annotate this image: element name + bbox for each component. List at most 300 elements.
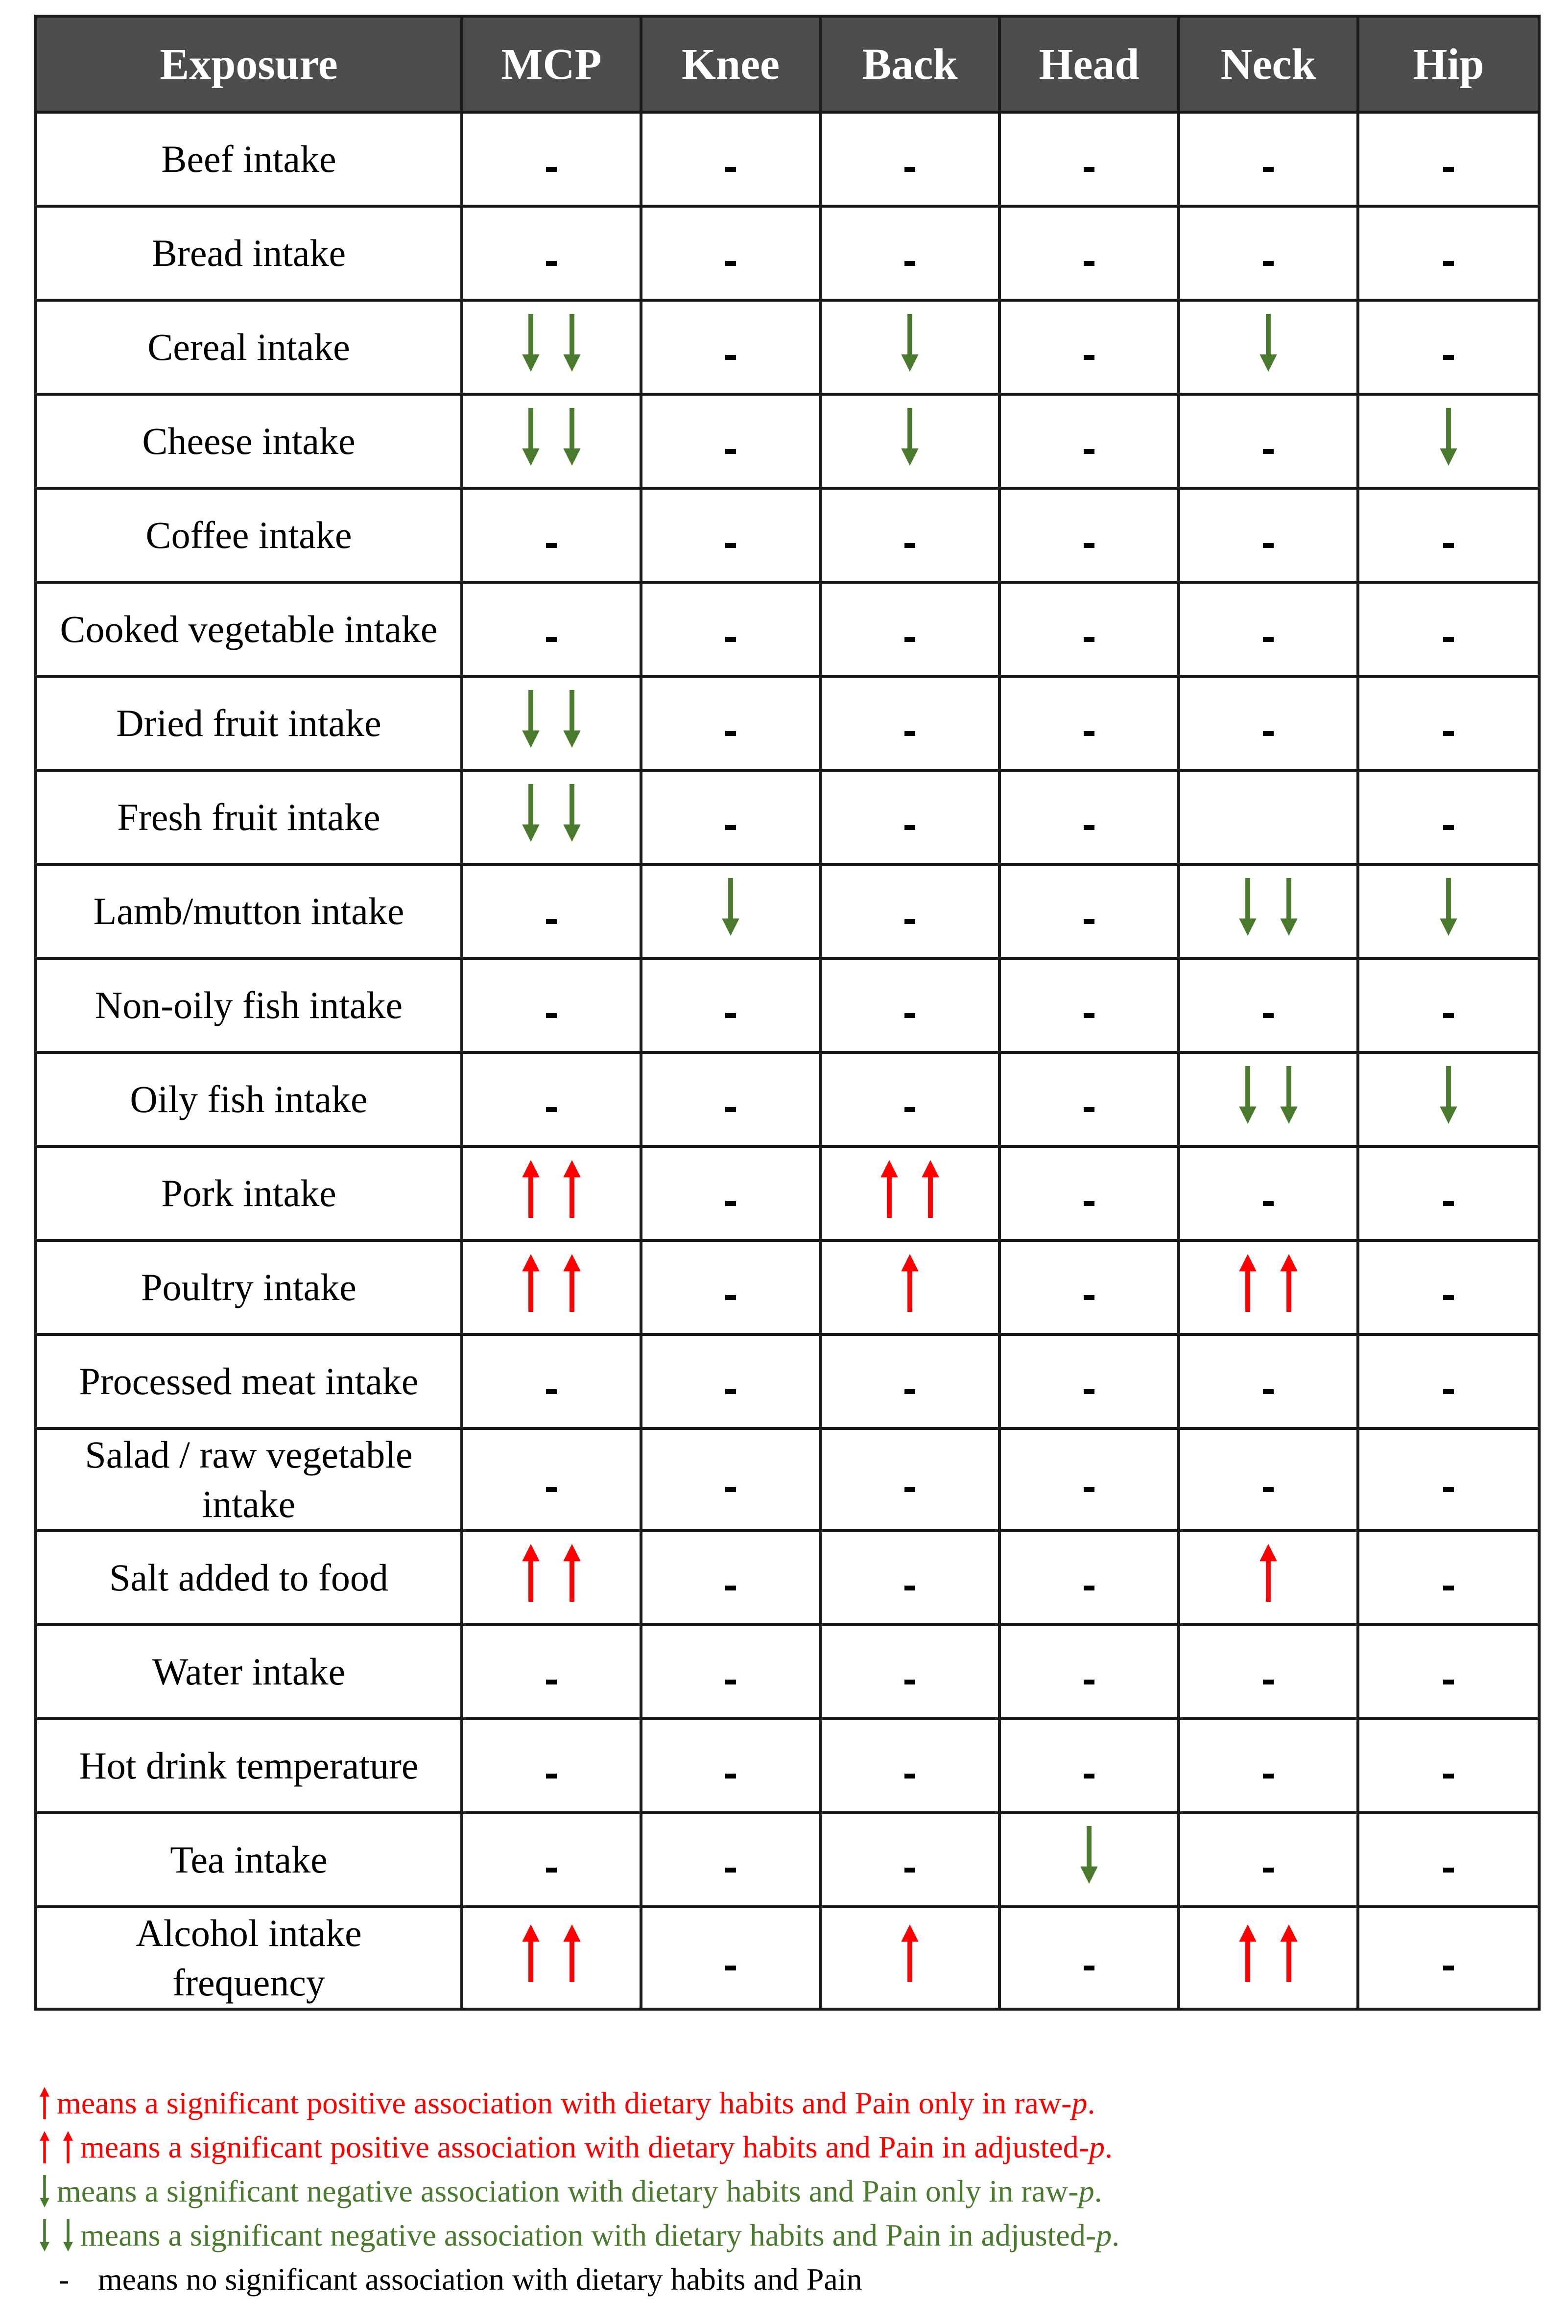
association-cell — [999, 1625, 1179, 1719]
no-association-dash-icon — [725, 1774, 736, 1779]
arrow-up-icon — [1238, 1254, 1258, 1312]
table-row — [36, 1813, 1539, 1907]
association-cell — [1358, 582, 1539, 676]
exposure-label: Cereal intake — [36, 300, 462, 394]
association-cell — [999, 394, 1179, 488]
exposure-label: Salad / raw vegetable intake — [36, 1428, 462, 1531]
no-association-dash-icon — [904, 825, 915, 830]
association-cell — [1358, 1146, 1539, 1240]
association-cell — [641, 1531, 820, 1625]
arrow-down-icon — [1279, 878, 1299, 936]
association-cell — [820, 206, 999, 300]
association-cell — [462, 676, 641, 770]
association-table — [34, 15, 1541, 2011]
association-cell — [820, 394, 999, 488]
no-association-dash-icon — [1263, 449, 1274, 454]
association-cell — [462, 864, 641, 958]
no-association-dash-icon — [546, 543, 557, 548]
column-header-neck: Neck — [1179, 16, 1358, 112]
association-cell — [1358, 1719, 1539, 1813]
association-cell — [999, 1719, 1179, 1813]
exposure-label: Coffee intake — [36, 488, 462, 582]
association-cell — [999, 770, 1179, 864]
arrow-down-icon — [900, 314, 920, 372]
association-cell — [1179, 1813, 1358, 1907]
legend-item — [39, 2213, 1119, 2257]
table-body — [36, 112, 1539, 2009]
association-cell — [820, 770, 999, 864]
arrow-down-icon — [63, 2219, 73, 2252]
no-association-dash-icon — [1443, 261, 1454, 266]
association-cell — [820, 582, 999, 676]
no-association-dash-icon — [725, 731, 736, 736]
no-association-dash-icon — [1084, 1107, 1094, 1112]
no-association-dash-icon — [1443, 1013, 1454, 1018]
association-cell — [1179, 582, 1358, 676]
legend-item — [39, 2081, 1119, 2125]
arrow-up-icon — [1259, 1544, 1278, 1602]
no-association-dash-icon — [546, 1868, 557, 1873]
no-association-dash-icon — [1443, 167, 1454, 172]
exposure-label: Water intake — [36, 1625, 462, 1719]
exposure-label: Fresh fruit intake — [36, 770, 462, 864]
exposure-label: Beef intake — [36, 112, 462, 206]
association-cell — [641, 206, 820, 300]
association-cell — [641, 582, 820, 676]
no-association-dash-icon — [725, 1586, 736, 1590]
arrow-down-icon — [900, 408, 920, 466]
exposure-label: Dried fruit intake — [36, 676, 462, 770]
exposure-label: Lamb/mutton intake — [36, 864, 462, 958]
no-association-dash-icon — [1263, 637, 1274, 642]
no-association-dash-icon — [1084, 919, 1094, 924]
association-cell — [462, 1052, 641, 1146]
arrow-down-icon — [562, 784, 582, 842]
table-row — [36, 864, 1539, 958]
association-cell — [999, 488, 1179, 582]
arrow-up-icon — [521, 1254, 541, 1312]
no-association-dash-icon — [1263, 1013, 1274, 1018]
association-cell — [820, 1625, 999, 1719]
legend-item — [39, 2125, 1119, 2169]
arrow-down-icon — [39, 2175, 50, 2207]
no-association-dash-icon — [1263, 261, 1274, 266]
exposure-label: Processed meat intake — [36, 1334, 462, 1428]
association-cell — [999, 864, 1179, 958]
exposure-label: Bread intake — [36, 206, 462, 300]
no-association-dash-icon — [546, 637, 557, 642]
exposure-label: Poultry intake — [36, 1240, 462, 1334]
no-association-dash-icon — [725, 167, 736, 172]
association-cell — [1179, 394, 1358, 488]
association-cell — [1179, 206, 1358, 300]
table-row — [36, 1719, 1539, 1813]
association-cell — [462, 1625, 641, 1719]
arrow-down-icon — [521, 314, 541, 372]
arrow-up-icon — [521, 1160, 541, 1218]
no-association-dash-icon — [1443, 1966, 1454, 1970]
exposure-label: Alcohol intake frequency — [36, 1907, 462, 2009]
association-cell — [820, 958, 999, 1052]
no-association-dash-icon — [1084, 449, 1094, 454]
association-cell — [462, 206, 641, 300]
association-cell — [1358, 1052, 1539, 1146]
arrow-down-icon — [1439, 408, 1458, 466]
no-association-dash-icon — [904, 1487, 915, 1492]
no-association-dash-icon — [904, 919, 915, 924]
no-association-dash-icon — [546, 261, 557, 266]
no-association-dash-icon — [1084, 543, 1094, 548]
association-cell — [462, 300, 641, 394]
table-row — [36, 1146, 1539, 1240]
association-cell — [641, 1907, 820, 2009]
no-association-dash-icon — [1443, 637, 1454, 642]
table-row — [36, 582, 1539, 676]
no-association-dash-icon — [725, 1295, 736, 1300]
association-cell — [820, 1719, 999, 1813]
association-cell — [462, 488, 641, 582]
association-cell — [999, 112, 1179, 206]
column-header-knee: Knee — [641, 16, 820, 112]
no-association-dash-icon — [1443, 1295, 1454, 1300]
association-cell — [1179, 1334, 1358, 1428]
no-association-dash-icon — [1443, 1680, 1454, 1684]
table-row — [36, 112, 1539, 206]
association-cell — [820, 1052, 999, 1146]
legend-text: means a significant negative association with dietary habits and Pain only in raw- — [57, 2174, 1079, 2208]
no-association-dash-icon — [904, 167, 915, 172]
no-association-dash-icon — [725, 1389, 736, 1394]
association-cell — [641, 1625, 820, 1719]
no-association-dash-icon — [725, 825, 736, 830]
association-cell — [999, 1907, 1179, 2009]
association-cell — [999, 1813, 1179, 1907]
exposure-label: Hot drink temperature — [36, 1719, 462, 1813]
association-cell — [820, 488, 999, 582]
no-association-dash-icon — [1443, 1201, 1454, 1206]
arrow-down-icon — [521, 784, 541, 842]
table-row — [36, 1052, 1539, 1146]
no-association-dash-icon — [1263, 1680, 1274, 1684]
association-cell — [820, 864, 999, 958]
no-association-dash-icon — [1084, 167, 1094, 172]
arrow-down-icon — [1259, 314, 1278, 372]
legend-period: . — [1105, 2130, 1113, 2164]
association-cell — [1179, 1531, 1358, 1625]
no-association-dash-icon — [1443, 1487, 1454, 1492]
table-row — [36, 1907, 1539, 2009]
table-row — [36, 770, 1539, 864]
association-cell — [1179, 112, 1358, 206]
association-cell — [462, 1334, 641, 1428]
exposure-label: Oily fish intake — [36, 1052, 462, 1146]
no-association-dash-icon — [904, 1774, 915, 1779]
no-association-dash-icon — [1263, 1868, 1274, 1873]
no-association-dash-icon — [904, 637, 915, 642]
association-cell — [641, 1052, 820, 1146]
association-cell — [641, 1334, 820, 1428]
no-association-dash-icon — [1084, 1389, 1094, 1394]
arrow-down-icon — [1439, 1066, 1458, 1124]
no-association-dash-icon — [1263, 1487, 1274, 1492]
association-cell — [641, 488, 820, 582]
association-cell — [641, 1813, 820, 1907]
association-cell — [1358, 206, 1539, 300]
no-association-dash-icon — [546, 1680, 557, 1684]
table-row — [36, 206, 1539, 300]
exposure-label: Salt added to food — [36, 1531, 462, 1625]
association-cell — [641, 394, 820, 488]
association-cell — [820, 112, 999, 206]
arrow-down-icon — [521, 408, 541, 466]
association-cell — [462, 1428, 641, 1531]
no-association-dash-icon — [1084, 731, 1094, 736]
association-cell — [1358, 488, 1539, 582]
arrow-up-icon — [562, 1254, 582, 1312]
column-header-hip: Hip — [1358, 16, 1539, 112]
association-cell — [462, 1907, 641, 2009]
no-association-dash-icon — [1084, 1487, 1094, 1492]
arrow-down-icon — [1238, 878, 1258, 936]
association-cell — [999, 1428, 1179, 1531]
association-cell — [462, 1719, 641, 1813]
legend-italic-p: p — [1071, 2086, 1088, 2120]
no-association-dash-icon — [546, 1107, 557, 1112]
arrow-down-icon — [562, 408, 582, 466]
association-cell — [1179, 864, 1358, 958]
association-cell — [641, 300, 820, 394]
no-association-dash-icon — [1443, 825, 1454, 830]
association-cell — [641, 676, 820, 770]
association-cell — [820, 1907, 999, 2009]
table-row — [36, 488, 1539, 582]
association-cell — [1179, 300, 1358, 394]
association-cell — [820, 300, 999, 394]
no-association-dash-icon — [1084, 637, 1094, 642]
association-cell — [999, 1052, 1179, 1146]
exposure-label: Cheese intake — [36, 394, 462, 488]
association-cell — [462, 112, 641, 206]
no-association-dash-icon — [1263, 1201, 1274, 1206]
arrow-up-icon — [1238, 1924, 1258, 1982]
table-row — [36, 1334, 1539, 1428]
arrow-up-icon — [900, 1254, 920, 1312]
association-cell — [641, 958, 820, 1052]
association-cell — [1179, 1719, 1358, 1813]
legend-period: . — [1087, 2086, 1095, 2120]
association-cell — [641, 112, 820, 206]
association-cell — [1179, 770, 1358, 864]
legend-period: . — [1094, 2174, 1102, 2208]
association-cell — [1179, 958, 1358, 1052]
no-association-dash-icon — [1084, 825, 1094, 830]
column-header-back: Back — [820, 16, 999, 112]
association-cell — [999, 958, 1179, 1052]
arrow-up-icon — [1279, 1254, 1299, 1312]
association-cell — [462, 1813, 641, 1907]
no-association-dash-icon — [1263, 543, 1274, 548]
no-association-dash-icon — [1084, 1966, 1094, 1970]
legend-period: . — [1112, 2218, 1120, 2253]
column-header-mcp: MCP — [462, 16, 641, 112]
association-cell — [1179, 1907, 1358, 2009]
no-association-dash-icon: - — [59, 2262, 70, 2297]
arrow-up-icon — [1279, 1924, 1299, 1982]
no-association-dash-icon — [546, 1487, 557, 1492]
no-association-dash-icon — [1084, 261, 1094, 266]
association-cell — [1179, 1240, 1358, 1334]
no-association-dash-icon — [904, 1013, 915, 1018]
legend-text: means a significant positive association with dietary habits and Pain in adjusted- — [80, 2130, 1089, 2164]
no-association-dash-icon — [1443, 543, 1454, 548]
exposure-label: Tea intake — [36, 1813, 462, 1907]
no-association-dash-icon — [725, 543, 736, 548]
no-association-dash-icon — [725, 355, 736, 360]
no-association-dash-icon — [1084, 1013, 1094, 1018]
association-cell — [1358, 1813, 1539, 1907]
association-cell — [1179, 1146, 1358, 1240]
association-cell — [462, 958, 641, 1052]
arrow-up-icon — [921, 1160, 940, 1218]
table-row — [36, 300, 1539, 394]
no-association-dash-icon — [725, 261, 736, 266]
no-association-dash-icon — [546, 1774, 557, 1779]
no-association-dash-icon — [904, 1107, 915, 1112]
table-row — [36, 1240, 1539, 1334]
association-cell — [820, 1334, 999, 1428]
no-association-dash-icon — [725, 1107, 736, 1112]
no-association-dash-icon — [1443, 1774, 1454, 1779]
no-association-dash-icon — [546, 1013, 557, 1018]
no-association-dash-icon — [546, 919, 557, 924]
legend — [39, 2081, 1119, 2301]
association-cell — [999, 300, 1179, 394]
association-cell — [999, 1240, 1179, 1334]
association-cell — [641, 1240, 820, 1334]
column-header-head: Head — [999, 16, 1179, 112]
association-cell — [820, 1531, 999, 1625]
association-cell — [1179, 676, 1358, 770]
association-cell — [462, 770, 641, 864]
no-association-dash-icon — [725, 637, 736, 642]
association-table-container — [34, 15, 1538, 2011]
association-cell — [1179, 488, 1358, 582]
no-association-dash-icon — [904, 1389, 915, 1394]
no-association-dash-icon — [725, 1487, 736, 1492]
no-association-dash-icon — [725, 1868, 736, 1873]
table-row — [36, 1531, 1539, 1625]
association-cell — [999, 1146, 1179, 1240]
legend-text: means a significant positive association with dietary habits and Pain only in raw- — [57, 2086, 1072, 2120]
association-cell — [1358, 1428, 1539, 1531]
column-header-exposure: Exposure — [36, 16, 462, 112]
no-association-dash-icon — [1443, 1868, 1454, 1873]
arrow-down-icon — [521, 690, 541, 748]
table-row — [36, 394, 1539, 488]
association-cell — [1179, 1428, 1358, 1531]
arrow-down-icon — [562, 314, 582, 372]
association-cell — [1358, 864, 1539, 958]
legend-italic-p: p — [1089, 2130, 1105, 2164]
arrow-up-icon — [879, 1160, 899, 1218]
table-header-row — [36, 16, 1539, 112]
association-cell — [462, 1146, 641, 1240]
arrow-down-icon — [721, 878, 740, 936]
no-association-dash-icon — [725, 1966, 736, 1970]
arrow-up-icon — [521, 1924, 541, 1982]
arrow-down-icon — [1079, 1826, 1099, 1884]
arrow-up-icon — [39, 2087, 50, 2119]
exposure-label: Pork intake — [36, 1146, 462, 1240]
no-association-dash-icon — [904, 1868, 915, 1873]
association-cell — [1358, 1334, 1539, 1428]
association-cell — [1358, 1907, 1539, 2009]
no-association-dash-icon — [725, 1680, 736, 1684]
association-cell — [1358, 1240, 1539, 1334]
association-cell — [1358, 676, 1539, 770]
association-cell — [1358, 1625, 1539, 1719]
no-association-dash-icon — [725, 1201, 736, 1206]
arrow-down-icon — [39, 2219, 50, 2252]
no-association-dash-icon — [1084, 1680, 1094, 1684]
arrow-down-icon — [1279, 1066, 1299, 1124]
legend-item — [39, 2169, 1119, 2213]
association-cell — [1358, 112, 1539, 206]
association-cell — [641, 770, 820, 864]
association-cell — [1179, 1625, 1358, 1719]
no-association-dash-icon — [904, 731, 915, 736]
association-cell — [462, 1240, 641, 1334]
arrow-up-icon — [521, 1544, 541, 1602]
association-cell — [462, 1531, 641, 1625]
no-association-dash-icon — [1443, 1586, 1454, 1590]
no-association-dash-icon — [1084, 1295, 1094, 1300]
arrow-up-icon — [900, 1924, 920, 1982]
association-cell — [820, 676, 999, 770]
association-cell — [641, 864, 820, 958]
no-association-dash-icon — [1263, 731, 1274, 736]
no-association-dash-icon — [1263, 1774, 1274, 1779]
no-association-dash-icon — [546, 1389, 557, 1394]
arrow-down-icon — [562, 690, 582, 748]
association-cell — [1358, 394, 1539, 488]
association-cell — [820, 1813, 999, 1907]
association-cell — [1358, 770, 1539, 864]
arrow-up-icon — [39, 2131, 50, 2163]
legend-italic-p: p — [1078, 2174, 1094, 2208]
exposure-label: Cooked vegetable intake — [36, 582, 462, 676]
legend-italic-p: p — [1096, 2218, 1112, 2253]
association-cell — [999, 676, 1179, 770]
no-association-dash-icon — [1263, 167, 1274, 172]
association-cell — [1179, 1052, 1358, 1146]
arrow-up-icon — [63, 2131, 73, 2163]
association-cell — [1358, 1531, 1539, 1625]
no-association-dash-icon — [725, 449, 736, 454]
no-association-dash-icon — [546, 167, 557, 172]
no-association-dash-icon — [904, 1680, 915, 1684]
no-association-dash-icon — [1263, 1389, 1274, 1394]
association-cell — [999, 206, 1179, 300]
association-cell — [999, 1531, 1179, 1625]
no-association-dash-icon — [1084, 1586, 1094, 1590]
no-association-dash-icon — [1443, 731, 1454, 736]
association-cell — [820, 1428, 999, 1531]
arrow-down-icon — [1439, 878, 1458, 936]
arrow-up-icon — [562, 1924, 582, 1982]
association-cell — [462, 582, 641, 676]
association-cell — [641, 1719, 820, 1813]
